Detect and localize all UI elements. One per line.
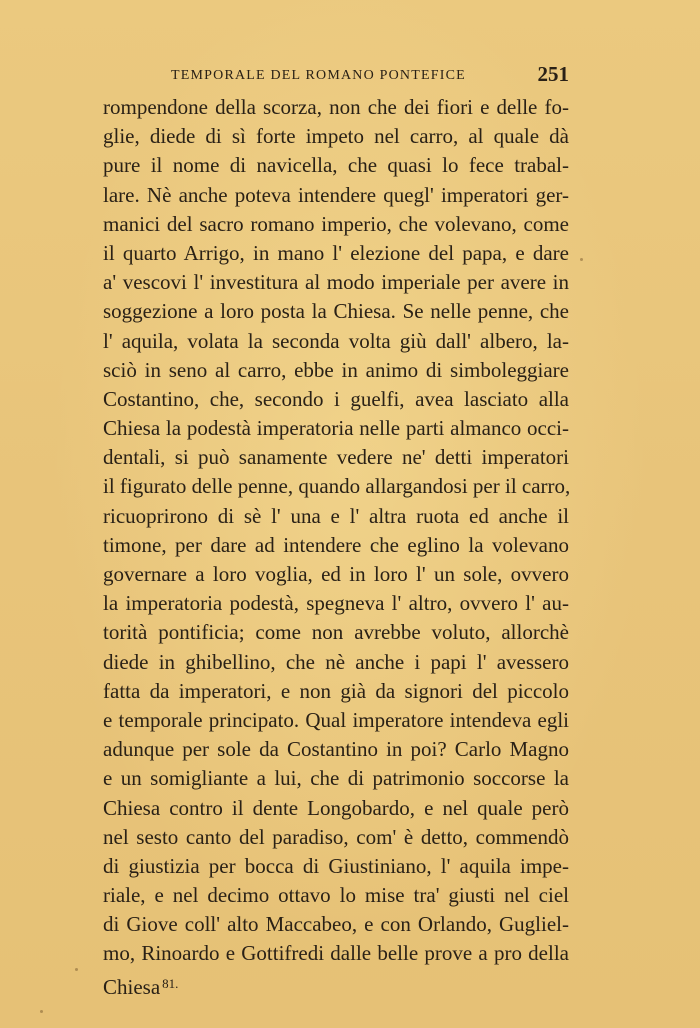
text-line: soggezione a loro posta la Chiesa. Se nelle penne, che [103, 299, 569, 324]
text-line: mo, Rinoardo e Gottifredi dalle belle prove a pro della [103, 941, 569, 966]
text-line: timone, per dare ad intendere che eglino la volevano [103, 532, 569, 557]
page-header [103, 62, 569, 92]
text-line: Chiesa contro il dente Longobardo, e nel quale però [103, 795, 569, 820]
text-line: il figurato delle penne, quando allargandosi per il carro, [103, 474, 571, 499]
text-line: ricuoprirono di sè l' una e l' altra ruota ed anche il [103, 503, 569, 528]
text-line: riale, e nel decimo ottavo lo mise tra' giusti nel ciel [103, 883, 569, 908]
text-line-last [103, 969, 569, 998]
paper-speck [75, 968, 78, 971]
footnote-reference: 81. [162, 975, 179, 991]
text-line-final-words: Chiesa [103, 974, 161, 999]
paper-speck [580, 258, 583, 261]
body-text [103, 93, 569, 998]
text-line: Costantino, che, secondo i guelfi, avea lasciato alla [103, 386, 569, 411]
paper-speck [40, 1010, 43, 1013]
text-line: la imperatoria podestà, spegneva l' altro, ovvero l' au- [103, 591, 569, 616]
text-line: l' aquila, volata la seconda volta giù dall' albero, la- [103, 328, 569, 353]
text-line: Chiesa la podestà imperatoria nelle parti almanco occi- [103, 416, 569, 441]
text-line: lare. Nè anche poteva intendere quegl' imperatori ger- [103, 182, 569, 207]
text-line: sciò in seno al carro, ebbe in animo di simboleggiare [103, 357, 569, 382]
text-line: a' vescovi l' investitura al modo imperiale per avere in [103, 270, 569, 295]
text-line: il quarto Arrigo, in mano l' elezione del papa, e dare [103, 240, 569, 265]
text-line: e temporale principato. Qual imperatore intendeva egli [103, 707, 569, 732]
text-line: manici del sacro romano imperio, che volevano, come [103, 211, 569, 236]
text-line: torità pontificia; come non avrebbe voluto, allorchè [103, 620, 569, 645]
running-title: TEMPORALE DEL ROMANO PONTEFICE [171, 68, 466, 83]
text-line: rompendone della scorza, non che dei fiori e delle fo- [103, 95, 569, 119]
text-line: di giustizia per bocca di Giustiniano, l' aquila impe- [103, 853, 569, 878]
text-line: glie, diede di sì forte impeto nel carro, al quale dà [103, 124, 569, 149]
text-line: di Giove coll' alto Maccabeo, e con Orlando, Gugliel- [103, 912, 569, 937]
text-line: fatta da imperatori, e non già da signori del piccolo [103, 678, 569, 703]
page-number: 251 [537, 62, 569, 86]
text-line: nel sesto canto del paradiso, com' è detto, commendò [103, 824, 569, 849]
text-line: dentali, si può sanamente vedere ne' detti imperatori [103, 445, 569, 470]
text-line: governare a loro voglia, ed in loro l' un sole, ovvero [103, 562, 569, 586]
text-line: e un somigliante a lui, che di patrimonio soccorse la [103, 766, 569, 791]
text-line: diede in ghibellino, che nè anche i papi l' avessero [103, 649, 569, 674]
text-line: adunque per sole da Costantino in poi? Carlo Magno [103, 737, 569, 762]
text-line: pure il nome di navicella, che quasi lo fece trabal- [103, 153, 569, 178]
